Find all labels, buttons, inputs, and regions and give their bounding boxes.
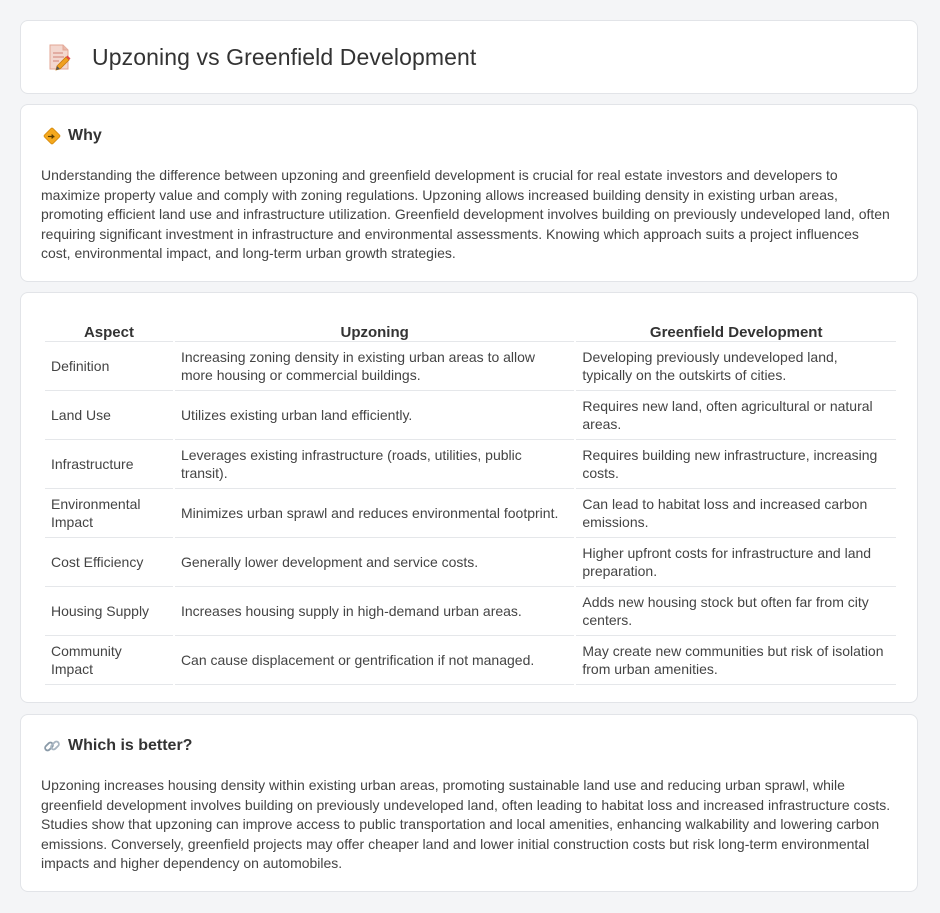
row-greenfield: Higher upfront costs for infrastructure and land preparation.	[576, 538, 896, 587]
row-greenfield: Requires new land, often agricultural or natural areas.	[576, 391, 896, 440]
row-upzoning: Can cause displacement or gentrification if not managed.	[175, 636, 574, 685]
diamond-sign-icon	[43, 127, 61, 145]
row-upzoning: Minimizes urban sprawl and reduces environmental footprint.	[175, 489, 574, 538]
header-aspect: Aspect	[45, 313, 173, 342]
table-row	[45, 342, 896, 391]
title-row	[47, 43, 476, 71]
page-title: Upzoning vs Greenfield Development	[92, 43, 477, 70]
row-greenfield: May create new communities but risk of isolation from urban amenities.	[576, 636, 896, 685]
link-icon	[43, 737, 61, 755]
header-upzoning: Upzoning	[175, 313, 574, 342]
table-row	[45, 391, 896, 440]
row-upzoning: Utilizes existing urban land efficiently.	[175, 391, 574, 440]
row-upzoning: Generally lower development and service costs.	[175, 538, 574, 587]
row-aspect: Housing Supply	[45, 587, 173, 636]
why-header	[43, 127, 102, 145]
table-row	[45, 489, 896, 538]
comparison-table	[43, 313, 898, 685]
row-upzoning: Increasing zoning density in existing urban areas to allow more housing or commercial buildings.	[175, 342, 574, 391]
row-aspect: Infrastructure	[45, 440, 173, 489]
row-aspect: Community Impact	[45, 636, 173, 685]
row-upzoning: Increases housing supply in high-demand urban areas.	[175, 587, 574, 636]
why-card	[20, 104, 918, 282]
better-header	[43, 737, 192, 755]
row-aspect: Environmental Impact	[45, 489, 173, 538]
header-greenfield: Greenfield Development	[576, 313, 896, 342]
row-greenfield: Developing previously undeveloped land, typically on the outskirts of cities.	[576, 342, 896, 391]
table-row	[45, 587, 896, 636]
document-pencil-icon	[47, 43, 71, 71]
better-heading: Which is better?	[68, 737, 193, 754]
row-aspect: Land Use	[45, 391, 173, 440]
row-greenfield: Requires building new infrastructure, increasing costs.	[576, 440, 896, 489]
row-aspect: Cost Efficiency	[45, 538, 173, 587]
title-card	[20, 20, 918, 94]
table-row	[45, 636, 896, 685]
table-row	[45, 538, 896, 587]
row-greenfield: Can lead to habitat loss and increased carbon emissions.	[576, 489, 896, 538]
row-greenfield: Adds new housing stock but often far from city centers.	[576, 587, 896, 636]
table-header-row	[45, 313, 896, 342]
table-row	[45, 440, 896, 489]
row-aspect: Definition	[45, 342, 173, 391]
better-card	[20, 714, 918, 892]
why-text: Understanding the difference between upzoning and greenfield development is crucial for real estate investors and developers to maximize property value and comply with zoning regulations. Upzoning allows increased building density in existing urban areas, promoting efficient land use and infrastructure utilization. Greenfield development involves building on previously undeveloped land, often requiring significant investment in infrastructure and environmental assessments. Knowing which approach suits a project influences cost, environmental impact, and long-term urban growth strategies.	[41, 167, 890, 262]
comparison-card	[20, 292, 918, 703]
row-upzoning: Leverages existing infrastructure (roads, utilities, public transit).	[175, 440, 574, 489]
why-heading: Why	[68, 127, 102, 144]
better-text: Upzoning increases housing density within existing urban areas, promoting sustainable land use and reducing urban sprawl, while greenfield development involves building on previously undeveloped land, often leading to habitat loss and increased infrastructure costs. Studies show that upzoning can improve access to public transportation and local amenities, enhancing walkability and lowering carbon emissions. Conversely, greenfield projects may offer cheaper land and lower initial construction costs but risk long-term environmental impacts and higher dependency on automobiles.	[41, 777, 891, 872]
